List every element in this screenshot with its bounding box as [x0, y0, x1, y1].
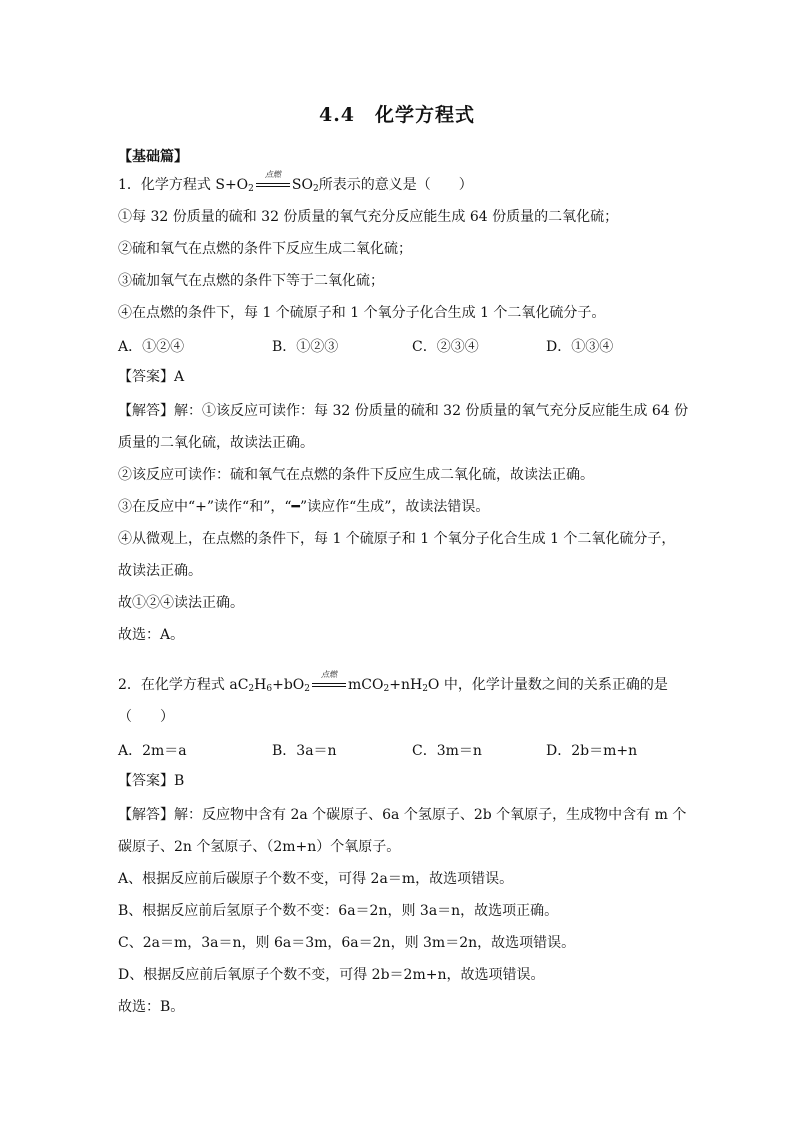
q1-analysis-5: ④从微观上，在点燃的条件下，每 1 个硫原子和 1 个氧分子化合生成 1 个二氧化硫分子， [118, 531, 676, 547]
q1-analysis-2: 质量的二氧化硫，故读法正确。 [118, 435, 314, 451]
q2-option-b: B．3a＝n [272, 743, 337, 759]
q2-option-a: A．2m＝a [118, 743, 187, 759]
q2-analysis-5: C、2a＝m，3a＝n，则 6a＝3m，6a＝2n，则 3m＝2n，故选项错误。 [118, 935, 576, 951]
q2-stem-post: O 中，化学计量数之间的关系正确的是 [427, 677, 668, 693]
q2-analysis-7: 故选：B。 [118, 999, 185, 1015]
q1-answer: 【答案】A [118, 369, 185, 385]
q1-analysis-1: 【解答】解：①该反应可读作：每 32 份质量的硫和 32 份质量的氧气充分反应能生成 64 份 [118, 403, 689, 419]
section-heading: 【基础篇】 [118, 149, 188, 165]
q2-analysis-4: B、根据反应前后氢原子个数不变：6a＝2n，则 3a＝n，故选项正确。 [118, 903, 559, 919]
q2-nh: +nH [389, 677, 423, 693]
q2-condition: 点燃 [321, 670, 338, 679]
q1-item-3: ③硫加氧气在点燃的条件下等于二氧化硫； [118, 273, 384, 289]
q1-option-c: C．②③④ [412, 339, 479, 355]
q1-option-d: D．①③④ [546, 339, 614, 355]
q2-h: H [254, 677, 267, 693]
q2-option-d: D．2b＝m+n [546, 743, 638, 759]
q1-analysis-3: ②该反应可读作：硫和氧气在点燃的条件下反应生成二氧化硫，故读法正确。 [118, 467, 594, 483]
q2-reaction-arrow [310, 670, 348, 694]
q2-analysis-6: D、根据反应前后氧原子个数不变，可得 2b＝2m+n，故选项错误。 [118, 967, 545, 983]
q1-analysis-4: ③在反应中“+”读作“和”，“━”读应作“生成”，故读法错误。 [118, 499, 490, 515]
q1-option-a: A．①②④ [118, 339, 185, 355]
q1-analysis-6: 故读法正确。 [118, 563, 202, 579]
q1-item-4: ④在点燃的条件下，每 1 个硫原子和 1 个氧分子化合生成 1 个二氧化硫分子。 [118, 305, 606, 321]
q2-bo: +bO [272, 677, 305, 693]
q2-analysis-1: 【解答】解：反应物中含有 2a 个碳原子、6a 个氢原子、2b 个氧原子，生成物中含有 m 个 [118, 807, 687, 823]
q1-stem [118, 170, 473, 198]
q1-option-b: B．①②③ [272, 339, 339, 355]
q1-o-sub: 2 [248, 184, 254, 194]
q2-stem [118, 670, 668, 698]
q1-item-2: ②硫和氧气在点燃的条件下反应生成二氧化硫； [118, 241, 412, 257]
q2-mco: mCO [348, 677, 384, 693]
q1-stem-pre: 1．化学方程式 S+O [118, 177, 249, 193]
q1-analysis-8: 故选：A。 [118, 627, 185, 643]
q1-reaction-arrow [254, 170, 292, 194]
q2-bo-sub: 2 [304, 684, 311, 694]
q2-option-c: C．3m＝n [412, 743, 482, 759]
q2-mco-sub: 2 [383, 684, 390, 694]
q1-item-1: ①每 32 份质量的硫和 32 份质量的氧气充分反应能生成 64 份质量的二氧化硫； [118, 209, 619, 225]
q2-nh-sub: 2 [422, 684, 428, 694]
q1-so: SO [291, 177, 313, 193]
q1-stem-post: 所表示的意义是（ ） [318, 177, 473, 193]
q2-analysis-2: 碳原子、2n 个氢原子、（2m+n）个氧原子。 [118, 839, 401, 855]
q1-condition: 点燃 [264, 170, 281, 179]
page-title: 4.4 化学方程式 [318, 104, 476, 126]
q2-answer: 【答案】B [118, 773, 185, 789]
q2-stem-line2: （ ） [118, 709, 174, 725]
q1-so-sub: 2 [312, 184, 319, 194]
q2-stem-pre: 2．在化学方程式 aC [118, 677, 249, 693]
q2-c-sub: 2 [248, 684, 255, 694]
q2-analysis-3: A、根据反应前后碳原子个数不变，可得 2a＝m，故选项错误。 [118, 871, 514, 887]
q1-analysis-7: 故①②④读法正确。 [118, 595, 244, 611]
q2-h-sub: 6 [266, 684, 273, 694]
